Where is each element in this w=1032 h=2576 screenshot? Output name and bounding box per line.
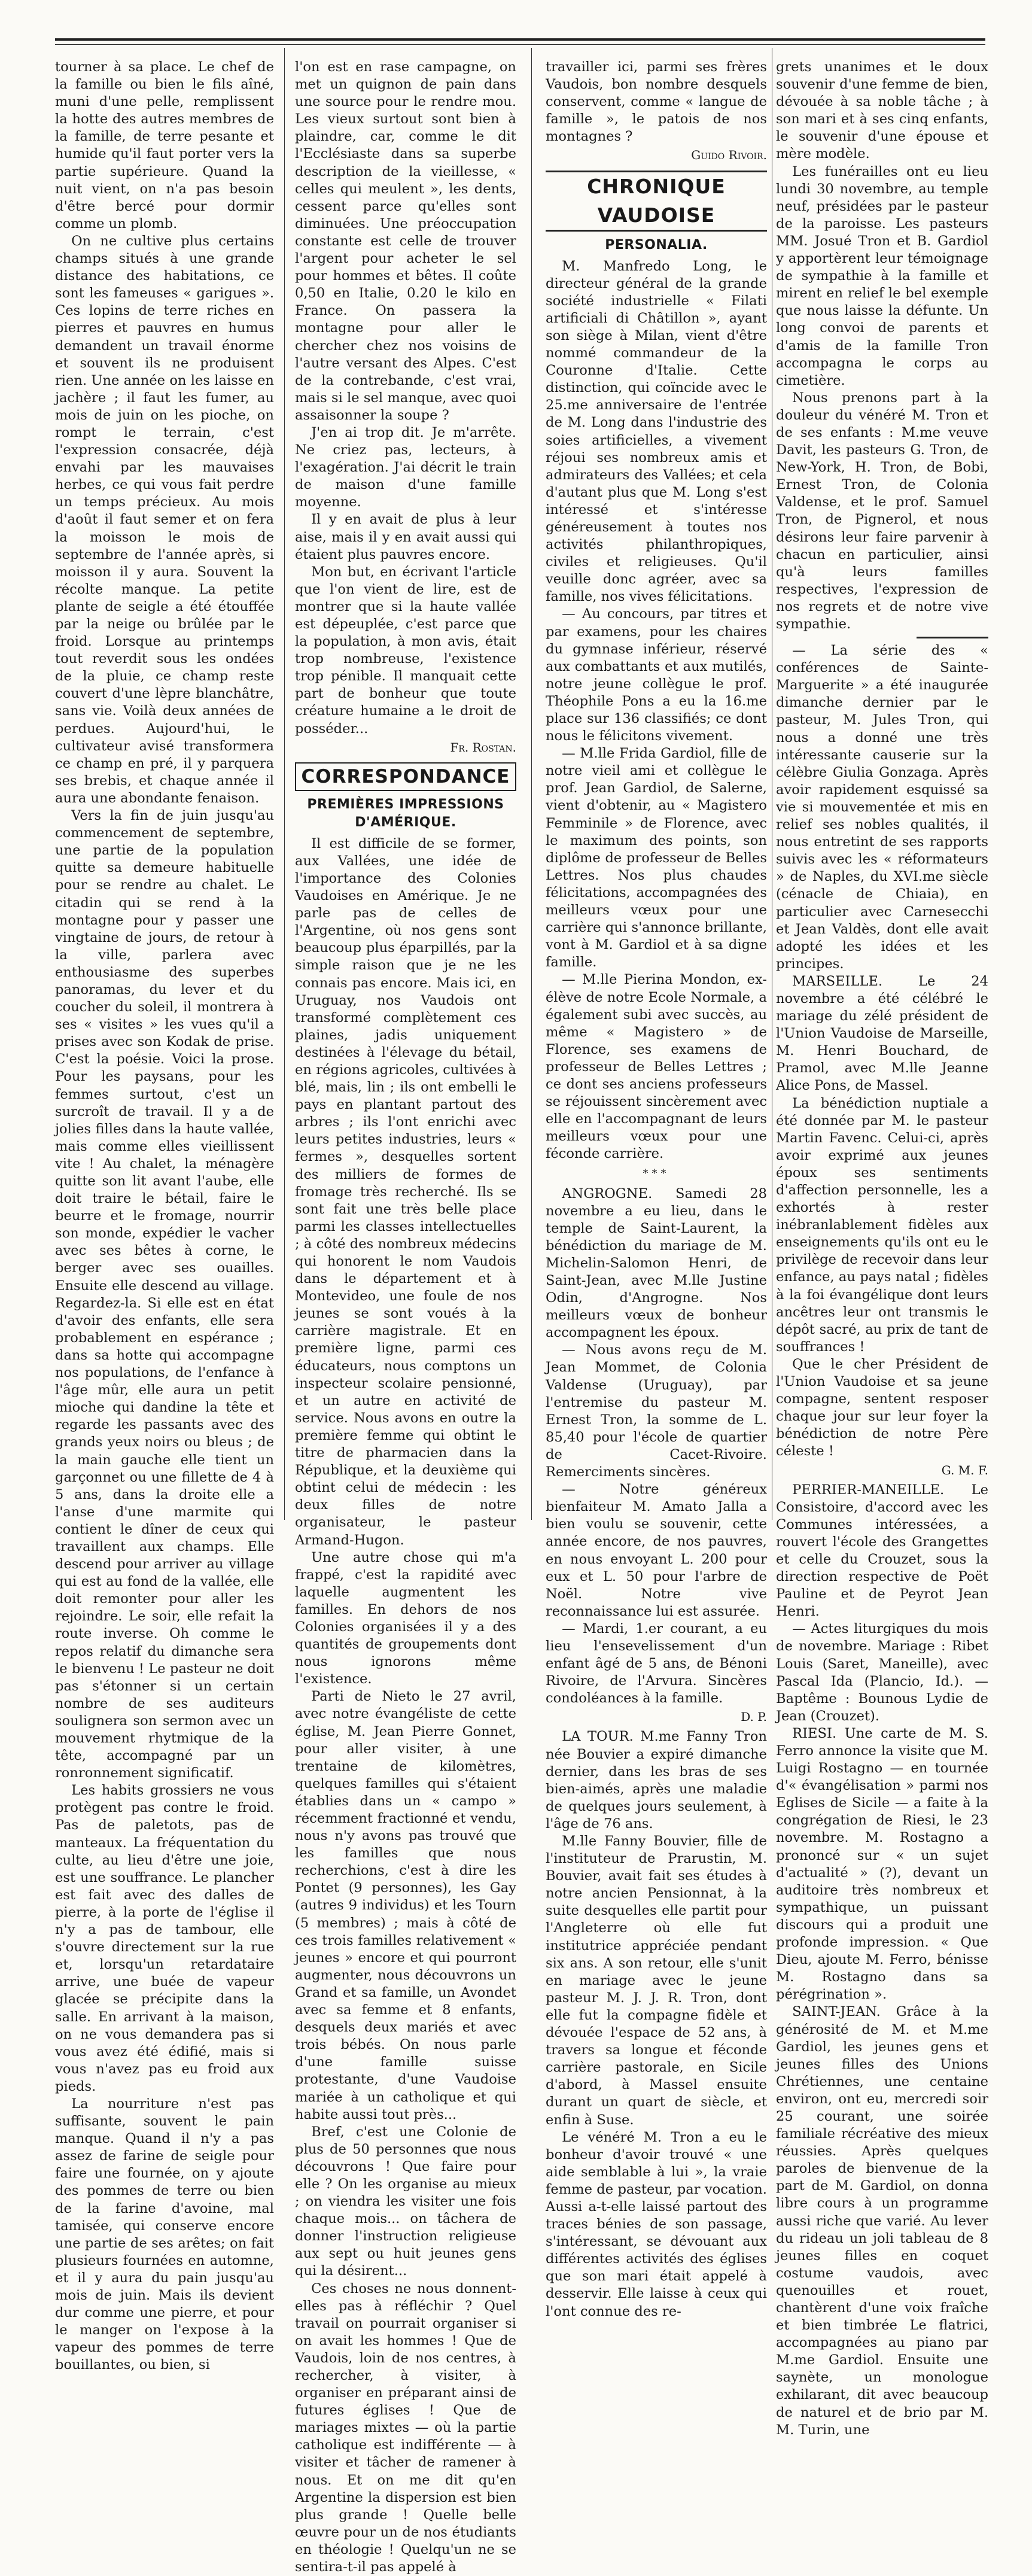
paragraph: — Mardi, 1.er courant, a eu lieu l'ensevelissement d'un enfant âgé de 5 ans, de Bénoni Rivoire, de l'Arvura. Sincères condoléances à la famille. [546,1620,767,1707]
column-3 [546,59,767,2319]
paragraph: Le vénéré M. Tron a eu le bonheur d'avoir trouvé « une aide semblable à lui », la vraie femme de pasteur, par vocation. Aussi a-t-elle laissé partout des traces bénies de son passage, s'intéressant, se dévouant aux différentes activités des églises que son mari était appelé à desservir. Elle laisse à ceux qui l'ont connue des re- [546,2129,767,2319]
paragraph: tourner à sa place. Le chef de la famille ou bien le fils aîné, muni d'une pelle, remplissent la hotte des autres membres de la famille, de terre pesante et humide qu'il faut porter vers la partie supérieure. Quand la nuit vient, on n'a pas besoin d'être bercé pour dormir comme un plomb. [55,59,274,232]
author-signature: G. M. F. [941,1462,988,1477]
paragraph: PERRIER-MANEILLE. Le Consistoire, d'accord avec les Communes intéressées, a rouvert l'école des Grangettes et celle du Crouzet, sous la direction respective de Poët Pauline et de Peyrot Jean Henri. [776,1482,988,1620]
paragraph: — Actes liturgiques du mois de novembre. Mariage : Ribet Louis (Saret, Maneille), avec Pascal Ida (Plancio, Id.). — Baptême : Bounous Lydie de Jean (Crouzet). [776,1621,988,1724]
paragraph: — Notre généreux bienfaiteur M. Amato Jalla a bien voulu se souvenir, cette année encore, de nos pauvres, en nous envoyant L. 200 pour eux et L. 50 pour l'arbre de Noël. Notre vive reconnaissance lui est assurée. [546,1482,767,1619]
paragraph: Que le cher Président de l'Union Vaudoise et sa jeune compagne, sentent resposer chaque jour sur leur foyer la bénédiction de notre Père céleste ! [776,1356,988,1459]
paragraph: On ne cultive plus certains champs situés à une grande distance des habitations, ce sont les fameuses « garigues ». Ces lopins de terre riches en pierres et pauvres en humus demandent un travail énorme et souvent ils ne produisent rien. Une année on les laisse en jachère ; il faut les fumer, au mois de juin on les pioche, on rompt le terrain, c'est l'expression consacrée, déjà envahi par les mauvaises herbes, ce qui vous fait perdre un temps précieux. Au mois d'août il faut semer et on fera la moisson le mois de septembre de l'année après, si moisson il y aura. Souvent la récolte manque. La petite plante de seigle a été étouffée par la neige ou brûlée par le froid. Lorsque au printemps tout reverdit sous les ondées de la pluie, ce champ reste couvert d'une lèpre blanchâtre, sans vie. Voilà deux années de perdues. Aujourd'hui, le cultivateur avisé transformera ce champ en pré, il y parquera ses brebis, et chaque année il aura une abondante fenaison. [55,233,274,806]
paragraph: J'en ai trop dit. Je m'arrête. Ne criez pas, lecteurs, à l'exagération. J'ai décrit le train de maison d'une famille moyenne. [295,424,516,510]
paragraph: Les funérailles ont eu lieu lundi 30 novembre, au temple neuf, présidées par le pasteur de la paroisse. Les pasteurs MM. Josué Tron et B. Gardiol y apportèrent leur témoignage de sympathie à la famille et mirent en relief le bel exemple que nous laisse la défunte. Un long convoi de parents et d'amis de la famille Tron accompagna le corps au cimetière. [776,163,988,388]
paragraph: Parti de Nieto le 27 avril, avec notre évangéliste de cette église, M. Jean Pierre Gonnet, pour aller visiter, à une trentaine de kilomètres, quelques familles qui s'étaient établies dans un « campo » récemment fractionné et vendu, nous n'y avons pas trouvé que les familles que nous recherchions, c'est à dire les Pontet (9 personnes), les Gay (autres 9 individus) et les Tourn (5 membres) ; mais à côté de ces trois familles relativement « jeunes » encore et qui pourront augmenter, nous découvrons un Grand et sa famille, un Avondet avec sa femme et 8 enfants, desquels deux mariés et avec trois bébés. On nous parle d'une famille suisse protestante, d'une Vaudoise mariée à un catholique et qui habite aussi tout près... [295,1689,516,2122]
column-4 [776,59,988,2438]
paragraph: travailler ici, parmi ses frères Vaudois, bon nombre desquels conservent, comme « langue de famille », le patois de nos montagnes ? [546,59,767,145]
paragraph: grets unanimes et le doux souvenir d'une femme de bien, dévouée à sa noble tâche ; à son mari et à ses cinq enfants, le souvenir d'une épouse et mère modèle. [776,59,988,162]
column-2 [295,59,516,2575]
paragraph: — M.lle Pierina Mondon, ex-élève de notre Ecole Normale, a également subi avec succès, au même « Magistero » de Florence, ses examens de professeur de Belles Lettres ; ce dont ses anciens professeurs se réjouissent sincèrement avec elle en l'accompagnant de leurs meilleurs vœux pour une féconde carrière. [546,972,767,1162]
paragraph: ANGROGNE. Samedi 28 novembre a eu lieu, dans le temple de Saint-Laurent, la bénédiction du mariage de M. Michelin-Salomon Henri, de Saint-Jean, avec M.lle Justine Odin, d'Angrogne. Nos meilleurs vœux de bonheur accompagnent les époux. [546,1185,767,1341]
paragraph: Vers la fin de juin jusqu'au commencement de septembre, une partie de la population quitte sa demeure habituelle pour se rendre au chalet. Le citadin qui se rend à la montagne pour y passer une vingtaine de jours, de retour à la ville, parlera avec enthousiasme des superbes panoramas, du lever et du coucher du soleil, il montrera à ses « visites » les vues qu'il a prises avec son Kodak de prise. C'est la poésie. Voici la prose. Pour les paysans, pour les femmes surtout, c'est un surcroît de travail. Il y a de jolies filles dans la haute vallée, mais comme elles vieillissent vite ! Au chalet, la ménagère quitte son lit avant l'aube, elle doit traire le bétail, faire le beurre et le fromage, nourrir son monde, expédier le vacher avec ses bêtes à corne, le berger avec ses ouailles. Ensuite elle descend au village. Regardez-la. Si elle est en état d'avoir des enfants, elle sera probablement en espérance ; dans sa hotte qui accompagne nos populations, de l'enfance à l'âge mûr, elle aura un petit mioche qui dandine la tête et regarde les passants avec des grands yeux noirs ou bleus ; de la main gauche elle tient un garçonnet ou une fillette de 4 à 5 ans, dans la droite elle a l'anse d'une marmite qui contient le dîner de ceux qui travaillent aux champs. Elle descend pour arriver au village qui est au fond de la vallée, elle doit remonter pour aller les rejoindre. Le soir, elle refait la route inverse. Oh comme le repos relatif du dimanche sera le bienvenu ! Le pasteur ne doit pas s'étonner si un certain nombre de ses auditeurs soulignera son sermon avec un mouvement rhytmique de la tête, accompagné par un ronronnement significatif. [55,808,274,1781]
paragraph: — M.lle Frida Gardiol, fille de notre vieil ami et collègue le prof. Jean Gardiol, de Salerne, vient d'obtenir, au « Magistero Femminile » de Florence, avec le maximum des points, son diplôme de professeur de Belles Lettres. Nos plus chaudes félicitations, accompagnées des meilleurs vœux pour une carrière qui s'annonce brillante, vont à M. Gardiol et à sa digne famille. [546,746,767,971]
author-signature: Fr. Rostan. [450,740,516,755]
section-separator: *** [643,1167,670,1181]
paragraph: Ces choses ne nous donnent-elles pas à réfléchir ? Quel travail on pourrait organiser si on avait les hommes ! Que de Vaudois, loin de nos centres, à rechercher, à visiter, à organiser en préparant ainsi de futures églises ! Que de mariages mixtes — où la partie catholique est indifférente — à visiter et tâcher de ramener à nous. Et on me dit qu'en Argentine la dispersion est bien plus grande ! Quelle belle œuvre pour un de nos étudiants en théologie ! Quelqu'un ne se sentira-t-il pas appelé à [295,2280,516,2575]
column-rule [531,48,532,1520]
paragraph: l'on est en rase campagne, on met un quignon de pain dans une source pour le rendre mou. Les vieux surtout sont bien à plaindre, car, comme le dit l'Ecclésiaste dans sa superbe description de la vieillesse, « celles qui meulent », les dents, cessent parce qu'elles sont diminuées. Une préoccupation constante est celle de trouver l'argent pour acheter le sel pour hommes et bêtes. Il coûte 0,50 en Italie, 0.20 le kilo en France. On passera la montagne pour aller le chercher chez nos voisins de l'autre versant des Alpes. C'est de la contrebande, c'est vrai, mais si le sel manque, avec quoi assaisonner la soupe ? [295,59,516,423]
section-heading-correspondance: CORRESPONDANCE [295,762,516,791]
paragraph: — La série des « conférences de Sainte-Marguerite » a été inaugurée dimanche dernier par le pasteur, M. Jules Tron, qui nous a donné une très intéressante causerie sur la célèbre Giulia Gonzaga. Après avoir rapidement esquissé sa vie si mouvementée et mis en relief ses nobles qualités, il nous entretint de ses rapports suivis avec les « réformateurs » de Naples, du XVI.me siècle (cénacle de Chiaia), en particulier avec Carnesecchi et Jean Valdès, dont elle avait adopté les idées et les principes. [776,643,988,972]
paragraph: MARSEILLE. Le 24 novembre a été célébré le mariage du zélé président de l'Union Vaudoise de Marseille, M. Henri Bouchard, de Pramol, avec M.lle Jeanne Alice Pons, de Massel. [776,973,988,1094]
masthead-rule [55,38,985,41]
paragraph: Il est difficile de se former, aux Vallées, une idée de l'importance des Colonies Vaudoises en Amérique. Je ne parle pas de celles de l'Argentine, où nos gens sont beaucoup plus éparpillés, par la simple raison que je ne les connais pas encore. Mais ici, en Uruguay, nos Vaudois ont transformé complètement ces plaines, jadis uniquement destinées à l'élevage du bétail, en régions agricoles, cultivées à blé, mais, lin ; ils ont embelli le pays en plantant partout des arbres ; ils l'ont enrichi avec leurs petites industries, leurs « fermes », desquelles sortent des milliers de formes de fromage très recherché. Ils se sont fait une très belle place parmi les classes intellectuelles ; à côté des nombreux médecins qui honorent le nom Vaudois dans le département et à Montevideo, une foule de nos jeunes se sont voués à la carrière magistrale. Et en première ligne, parmi ces éducateurs, nous comptons un inspecteur scolaire pensionné, et un autre en activité de service. Nous avons en outre la première femme qui obtint le titre de pharmacien dans la République, et la deuxième qui obtint celui de médecin : les deux filles de notre organisateur, le pasteur Armand-Hugon. [295,835,516,1548]
separator-rule [917,637,988,638]
paragraph: M.lle Fanny Bouvier, fille de l'instituteur de Prarustin, M. Bouvier, avait fait ses études à notre ancien Pensionnat, à la suite desquelles elle partit pour l'Angleterre où elle fut institutrice appréciée pendant six ans. A son retour, elle s'unit en mariage avec le jeune pasteur M. J. J. R. Tron, dont elle fut la compagne fidèle et dévouée l'espace de 52 ans, à travers sa longue et féconde carrière pastorale, en Sicile d'abord, à Massel ensuite durant un quart de siècle, et enfin à Suse. [546,1833,767,2128]
author-signature: D. P. [741,1710,767,1725]
paragraph: Il y en avait de plus à leur aise, mais il y en avait aussi qui étaient plus pauvres encore. [295,512,516,562]
paragraph: M. Manfredo Long, le directeur général de la grande société industrielle « Filati artificiali di Châtillon », ayant son siège à Milan, vient d'être nommé commandeur de la Couronne d'Italie. Cette distinction, qui coïncide avec le 25.me anniversaire de l'entrée de M. Long dans l'industrie des soies artificielles, a vivement réjoui ses nombreux amis et admirateurs des Vallées; et cela d'autant plus que M. Long s'est intéressé et s'intéresse généreusement à toutes nos activités philanthropiques, civiles et religieuses. Qu'il veuille donc agréer, avec sa famille, nos vives félicitations. [546,258,767,605]
paragraph: Les habits grossiers ne vous protègent pas contre le froid. Pas de paletots, pas de manteaux. La fréquentation du culte, au lieu d'être une joie, est une souffrance. Le plancher est fait avec des dalles de pierre, à la porte de l'église il n'y a pas de tambour, elle s'ouvre directement sur la rue et, lorsqu'un retardataire arrive, une buée de vapeur glacée se précipite dans la salle. En arrivant à la maison, on ne vous demandera pas si vous avez été édifié, mais si vous n'avez pas eu froid aux pieds. [55,1783,274,2094]
column-rule [284,48,285,1520]
paragraph: Nous prenons part à la douleur du vénéré M. Tron et de ses enfants : M.me veuve Davit, les pasteurs G. Tron, de New-York, H. Tron, de Bobi, Ernest Tron, de Colonia Valdense, et le prof. Samuel Tron, de Pignerol, et nous désirons leur faire parvenir à chacun en particulier, ainsi qu'à leurs familles respectives, l'expression de nos regrets et de notre vive sympathie. [776,390,988,632]
author-signature: Guido Rivoir. [691,148,767,163]
paragraph: RIESI. Une carte de M. S. Ferro annonce la visite que M. Luigi Rostagno — en tournée d'« évangélisation » parmi nos Eglises de Sicile — a faite à la congrégation de Riesi, le 23 novembre. M. Rostagno a prononcé sur « un sujet d'actualité » (?), devant un auditoire très nombreux et sympathique, un puissant discours qui a produit une profonde impression. « Que Dieu, ajoute M. Ferro, bénisse M. Rostagno dans sa pérégrination ». [776,1725,988,2003]
section-subheading: PERSONALIA. [605,237,708,253]
paragraph: Bref, c'est une Colonie de plus de 50 personnes que nous découvrons ! Que faire pour elle ? On les organise au mieux ; on viendra les visiter une fois chaque mois... on tâchera de donner l'instruction religieuse aux sept ou huit jeunes gens qui la désirent... [295,2124,516,2279]
paragraph: LA TOUR. M.me Fanny Tron née Bouvier a expiré dimanche dernier, dans les bras de ses bien-aimés, après une maladie de quelques jours seulement, à l'âge de 76 ans. [546,1729,767,1832]
paragraph: La bénédiction nuptiale a été donnée par M. le pasteur Martin Favenc. Celui-ci, après avoir exprimé aux jeunes époux ses sentiments d'affection personnelle, les a exhortés à rester inébranlablement fidèles aux enseignements qu'ils ont eu le privilège de recevoir dans leur enfance, au pays natal ; fidèles à la foi évangélique dont leurs ancêtres leur ont transmis le dépôt sacré, au prix de tant de souffrances ! [776,1095,988,1355]
paragraph: — Nous avons reçu de M. Jean Mommet, de Colonia Valdense (Uruguay), par l'entremise du pasteur M. Ernest Tron, la somme de L. 85,40 pour l'école de quartier de Cacet-Rivoire. Remerciments sincères. [546,1342,767,1480]
article-title: PREMIÈRES IMPRESSIONS D'AMÉRIQUE. [307,796,504,830]
column-1 [55,59,274,2373]
paragraph: Mon but, en écrivant l'article que l'on vient de lire, est de montrer que si la haute vallée est dépeuplée, c'est parce que la population, à mon avis, était trop nombreuse, l'existence trop pénible. Il manquait cette part de bonheur que toute créature humaine a le droit de posséder... [295,564,516,737]
paragraph: SAINT-JEAN. Grâce à la générosité de M. et M.me Gardiol, les jeunes gens et jeunes filles des Unions Chrétiennes, une centaine environ, ont eu, mercredi soir 25 courant, une soirée familiale récréative des mieux réussies. Après quelques paroles de bienvenue de la part de M. Gardiol, on donna libre cours à un programme aussi riche que varié. Au lever du rideau un joli tableau de 8 jeunes filles en coquet costume vaudois, avec quenouilles et rouet, chantèrent d'une voix fraîche et bien timbrée Le flatrici, accompagnées au piano par M.me Gardiol. Ensuite une saynète, un monologue exhilarant, dit avec beaucoup de naturel et de brio par M. M. Turin, une [776,2004,988,2438]
masthead-rule-thin [55,44,985,45]
paragraph: La nourriture n'est pas suffisante, souvent le pain manque. Quand il n'y a pas assez de farine de seigle pour faire une fournée, on y ajoute des pommes de terre ou bien de la farine d'avoine, mal tamisée, qui conserve encore une partie de ses arêtes; on fait plusieurs fournées en automne, et il y aura du pain jusqu'au mois de juin. Mais ils devient dur comme une pierre, et pour le manger on l'expose à la vapeur des pommes de terre bouillantes, ou bien, si [55,2096,274,2373]
section-heading-chronique: CHRONIQUE VAUDOISE [546,171,767,232]
paragraph: Une autre chose qui m'a frappé, c'est la rapidité avec laquelle augmentent les familles. En dehors de nos Colonies organisées il y a des quantités de groupements dont nous ignorons même l'existence. [295,1549,516,1687]
paragraph: — Au concours, par titres et par examens, pour les chaires du gymnase inférieur, réservé aux combattants et aux mutilés, notre jeune collègue le prof. Théophile Pons a eu la 16.me place sur 136 classifiés; ce dont nous le félicitons vivement. [546,606,767,744]
